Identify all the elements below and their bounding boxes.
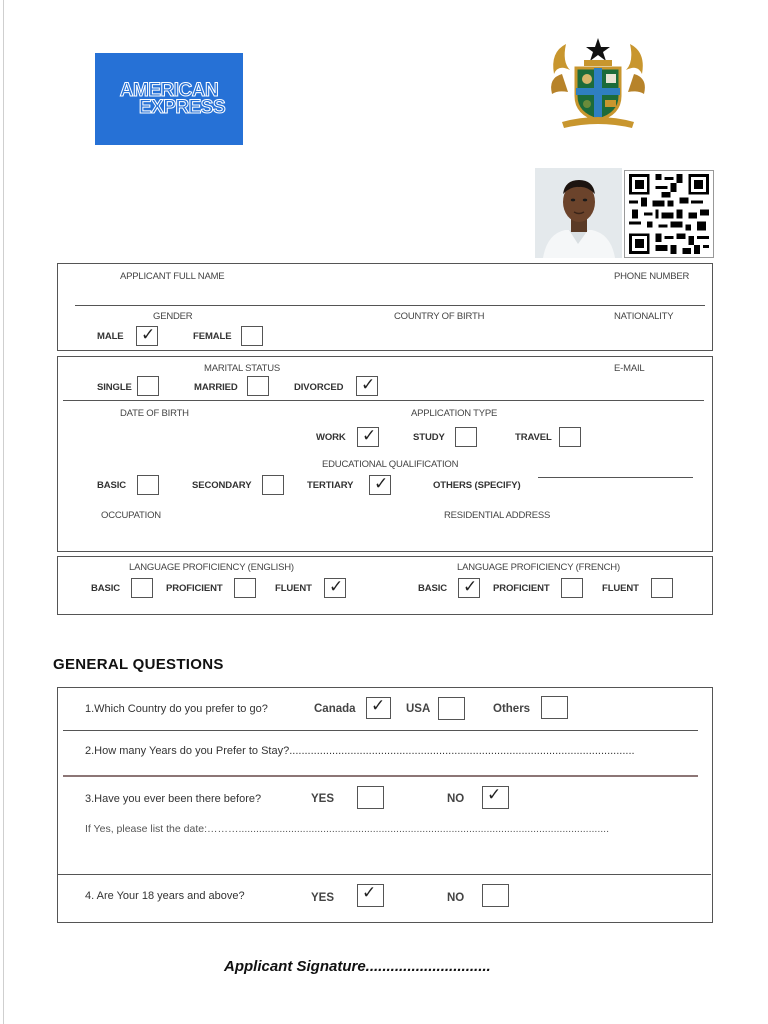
full-name-label: APPLICANT FULL NAME: [120, 271, 225, 282]
divorced-label: DIVORCED: [294, 382, 344, 393]
others-specify-line[interactable]: [538, 477, 693, 478]
question-4: 4. Are Your 18 years and above?: [85, 890, 245, 902]
q3-no-check-mark: ✓: [487, 785, 502, 805]
question-2[interactable]: 2.How many Years do you Prefer to Stay?.................................................................................................................: [85, 745, 635, 757]
work-checkbox[interactable]: [357, 427, 379, 447]
q4-yes-label: YES: [311, 892, 335, 904]
q3-no-checkbox[interactable]: [482, 786, 509, 809]
divorced-checkbox[interactable]: [356, 376, 378, 396]
qr-code: [624, 170, 714, 258]
application-type-label: APPLICATION TYPE: [411, 408, 498, 419]
male-checkbox[interactable]: [136, 326, 158, 346]
travel-label: TRAVEL: [515, 432, 552, 443]
coat-of-arms-emblem: [548, 34, 648, 130]
secondary-label: SECONDARY: [192, 480, 252, 491]
male-label: MALE: [97, 331, 124, 342]
study-label: STUDY: [413, 432, 445, 443]
english-fluent-label: FLUENT: [275, 583, 312, 594]
question-2-divider: [63, 775, 698, 777]
english-proficient-checkbox[interactable]: [234, 578, 256, 598]
single-label: SINGLE: [97, 382, 132, 393]
secondary-checkbox[interactable]: [262, 475, 284, 495]
work-check-mark: ✓: [362, 426, 377, 446]
marital-status-label: MARITAL STATUS: [204, 363, 281, 374]
english-proficiency-label: LANGUAGE PROFICIENCY (ENGLISH): [129, 562, 294, 573]
english-basic-label: BASIC: [91, 583, 121, 594]
french-basic-check-mark: ✓: [463, 577, 478, 597]
full-name-line: [75, 305, 705, 306]
q4-no-checkbox[interactable]: [482, 884, 509, 907]
page-edge: [3, 0, 4, 1024]
divorced-check-mark: ✓: [361, 375, 376, 395]
educational-qualification-label: EDUCATIONAL QUALIFICATION: [322, 459, 459, 470]
general-questions-heading: GENERAL QUESTIONS: [53, 656, 224, 673]
q3-yes-label: YES: [311, 793, 335, 805]
occupation-label: OCCUPATION: [101, 510, 161, 521]
q4-no-label: NO: [447, 892, 465, 904]
logo-line-2: EXPRESS: [138, 97, 226, 118]
married-label: MARRIED: [194, 382, 238, 393]
applicant-signature[interactable]: Applicant Signature..............................: [224, 958, 491, 975]
french-proficiency-label: LANGUAGE PROFICIENCY (FRENCH): [457, 562, 620, 573]
english-fluent-check-mark: ✓: [329, 577, 344, 597]
marital-divider: [63, 400, 704, 401]
general-questions-section: [57, 687, 713, 923]
question-1-divider: [63, 730, 698, 731]
study-checkbox[interactable]: [455, 427, 477, 447]
gender-label: GENDER: [153, 311, 193, 322]
english-basic-checkbox[interactable]: [131, 578, 153, 598]
single-checkbox[interactable]: [137, 376, 159, 396]
male-check-mark: ✓: [141, 325, 156, 345]
country-of-birth-label: COUNTRY OF BIRTH: [394, 311, 485, 322]
canada-check-mark: ✓: [371, 696, 386, 716]
french-proficient-checkbox[interactable]: [561, 578, 583, 598]
question-3-dates[interactable]: If Yes, please list the date:………...............................................................................................................................: [85, 823, 609, 835]
q3-no-label: NO: [447, 793, 465, 805]
applicant-photo: [535, 168, 622, 258]
french-proficient-label: PROFICIENT: [493, 583, 550, 594]
nationality-label: NATIONALITY: [614, 311, 674, 322]
phone-number-label: PHONE NUMBER: [614, 271, 690, 282]
travel-checkbox[interactable]: [559, 427, 581, 447]
french-basic-label: BASIC: [418, 583, 448, 594]
others-country-checkbox[interactable]: [541, 696, 568, 719]
q3-yes-checkbox[interactable]: [357, 786, 384, 809]
english-proficient-label: PROFICIENT: [166, 583, 223, 594]
tertiary-label: TERTIARY: [307, 480, 354, 491]
canada-label: Canada: [314, 703, 356, 715]
french-fluent-label: FLUENT: [602, 583, 639, 594]
married-checkbox[interactable]: [247, 376, 269, 396]
basic-edu-checkbox[interactable]: [137, 475, 159, 495]
work-label: WORK: [316, 432, 346, 443]
american-express-logo: [95, 53, 243, 145]
residential-address-label: RESIDENTIAL ADDRESS: [444, 510, 551, 521]
q4-yes-check-mark: ✓: [362, 883, 377, 903]
question-3-divider: [57, 874, 711, 875]
email-label: E-MAIL: [614, 363, 645, 374]
french-basic-checkbox[interactable]: [458, 578, 480, 598]
usa-checkbox[interactable]: [438, 697, 465, 720]
tertiary-check-mark: ✓: [374, 474, 389, 494]
french-fluent-checkbox[interactable]: [651, 578, 673, 598]
logo-line-1: AMERICAN: [119, 80, 219, 101]
others-specify-label: OTHERS (SPECIFY): [433, 480, 521, 491]
female-checkbox[interactable]: [241, 326, 263, 346]
tertiary-checkbox[interactable]: [369, 475, 391, 495]
female-label: FEMALE: [193, 331, 232, 342]
usa-label: USA: [406, 703, 431, 715]
q4-yes-checkbox[interactable]: [357, 884, 384, 907]
date-of-birth-label: DATE OF BIRTH: [120, 408, 189, 419]
basic-edu-label: BASIC: [97, 480, 127, 491]
question-3: 3.Have you ever been there before?: [85, 793, 262, 805]
english-fluent-checkbox[interactable]: [324, 578, 346, 598]
question-1: 1.Which Country do you prefer to go?: [85, 703, 268, 715]
others-country-label: Others: [493, 703, 531, 715]
canada-checkbox[interactable]: [366, 697, 391, 719]
